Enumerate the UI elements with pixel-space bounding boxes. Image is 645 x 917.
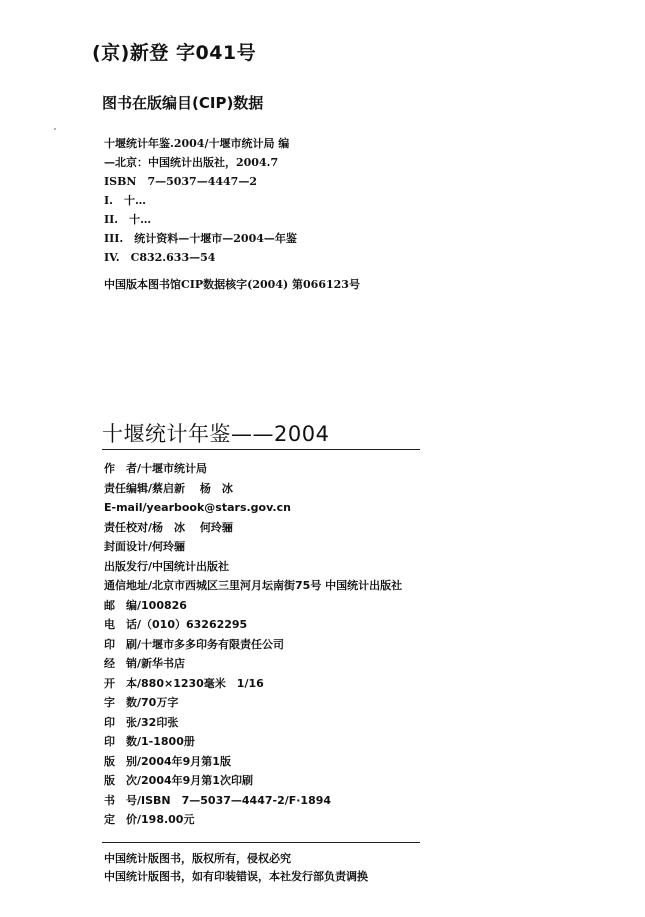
info-row-phone [104,615,402,635]
info-label: 责任校对 [104,520,148,534]
info-label: 次 [115,774,137,787]
info-label: 印 [104,715,115,729]
info-label: 通信地址 [104,579,148,592]
info-row-distributor [104,654,402,674]
info-label: 字 [104,696,115,709]
info-value: /ISBN 7—5037—4447-2/F·1894 [137,793,332,807]
info-row-isbn [104,791,402,811]
info-label: 开 [104,676,115,690]
info-label: 号 [115,793,137,807]
info-row-printer [104,635,402,655]
info-label: 销 [115,657,137,670]
info-value: /100826 [137,598,187,612]
info-label: 版 [104,774,115,787]
info-value: /新华书店 [137,657,186,670]
info-row-author [104,459,402,479]
info-value: /70万字 [137,696,179,709]
info-label: 者 [115,462,137,475]
info-row-print-run [104,732,402,752]
info-label: 邮 [104,598,115,612]
publication-info [104,459,402,830]
info-value: /1-1800册 [137,735,195,748]
info-row-cover-design [104,537,402,557]
info-value: /32印张 [137,715,179,729]
info-row-format [104,674,402,694]
copyright-line: 中国统计版图书，版权所有，侵权必究 [104,852,291,865]
info-label: 别 [115,754,137,768]
info-row-editor [104,479,402,499]
cip-record [104,134,297,267]
info-label: 经 [104,657,115,670]
info-value: /杨 冰 何玲骊 [148,520,233,534]
cip-line: ISBN 7—5037—4447—2 [104,175,257,188]
info-value: /十堰市多多印务有限责任公司 [137,637,285,651]
info-row-publisher [104,557,402,577]
info-label: 数 [115,735,137,748]
info-label: 数 [115,696,137,709]
info-label: 版 [104,754,115,768]
info-label: 本 [115,676,137,690]
info-value: /蔡启新 杨 冰 [148,481,233,495]
info-value: /（010）63262295 [137,618,248,631]
info-row-email [104,498,402,518]
info-label: 价 [115,813,137,826]
info-row-proofreader [104,518,402,538]
cip-line: IV. C832.633—54 [104,251,216,264]
info-row-sheets [104,713,402,733]
info-label: 责任编辑 [104,481,148,495]
cip-line: —北京：中国统计出版社，2004.7 [104,156,279,169]
info-row-edition [104,752,402,772]
cip-line: 十堰统计年鉴.2004/十堰市统计局 编 [104,137,290,150]
info-label: 张 [115,715,137,729]
copyright-notice [104,850,368,886]
cip-data-number: 中国版本图书馆CIP数据核字(2004) 第066123号 [104,278,360,291]
info-row-word-count [104,693,402,713]
info-label: 编 [115,598,137,612]
cip-line: III. 统计资料—十堰市—2004—年鉴 [104,232,297,245]
info-value: /880×1230毫米 1/16 [137,676,264,690]
footer-rule [102,842,420,843]
info-label: 话 [115,618,137,631]
registration-number: (京)新登 字041号 [92,42,257,64]
info-row-address [104,576,402,596]
info-label: 出版发行 [104,559,148,573]
info-value: /何玲骊 [148,540,186,553]
info-label: 书 [104,793,115,807]
info-label: 定 [104,813,115,826]
info-label: 刷 [115,637,137,651]
book-title: 十堰统计年鉴——2004 [102,422,330,446]
copyright-line: 中国统计版图书，如有印装错误，本社发行部负责调换 [104,870,368,883]
info-row-price [104,810,402,830]
cip-line: I. 十… [104,194,146,207]
info-value: /2004年9月第1版 [137,754,231,768]
info-row-postcode [104,596,402,616]
info-label: 封面设计 [104,540,148,553]
info-value: /2004年9月第1次印刷 [137,774,253,787]
title-rule [102,449,420,450]
info-value: /中国统计出版社 [148,559,230,573]
cip-heading: 图书在版编目(CIP)数据 [102,94,264,112]
info-label: 电 [104,618,115,631]
info-value: /十堰市统计局 [137,462,208,475]
info-value: E-mail/yearbook@stars.gov.cn [104,501,291,514]
speck [54,128,56,130]
info-row-impression [104,771,402,791]
info-label: 印 [104,637,115,651]
info-value: /北京市西城区三里河月坛南街75号 中国统计出版社 [148,579,403,592]
info-label: 作 [104,462,115,475]
info-label: 印 [104,735,115,748]
cip-line: II. 十… [104,213,152,226]
info-value: /198.00元 [137,813,195,826]
